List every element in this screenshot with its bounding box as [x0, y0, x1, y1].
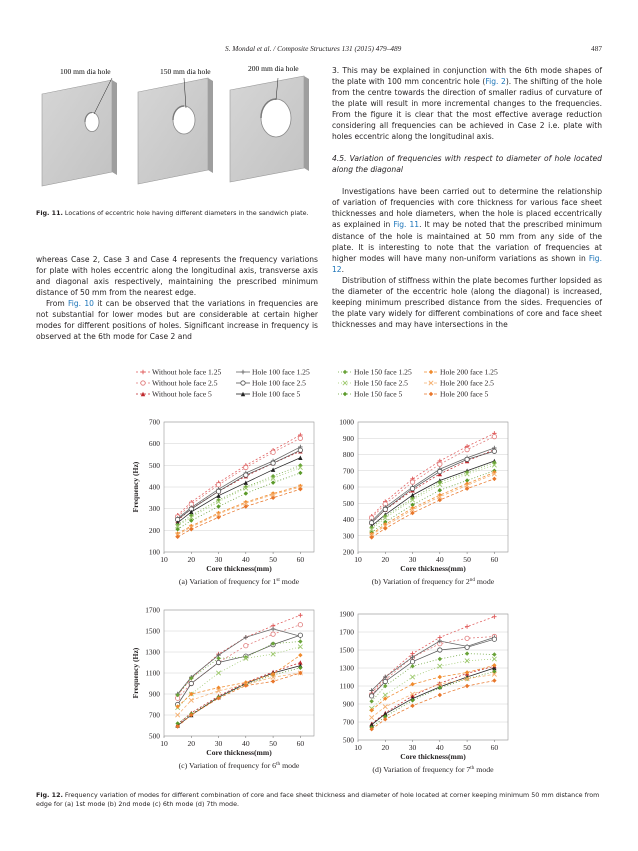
- data-point: [438, 657, 442, 661]
- y-tick-label: 1700: [145, 605, 160, 615]
- legend-marker-hole-150-face-5: [343, 392, 347, 396]
- series-line-hole-200-face-1-25: [372, 665, 495, 710]
- fig11-caption-label: Fig. 11.: [36, 210, 63, 217]
- data-point: [410, 480, 414, 484]
- y-tick-label: 900: [148, 689, 160, 699]
- y-tick-label: 700: [342, 466, 354, 476]
- x-tick-label: 60: [490, 743, 499, 752]
- data-point: [189, 676, 193, 680]
- right-paragraph-3: Distribution of stiffness within the plate becomes further lopsided as the diameter of the eccentric hole (along the diagonal) is increased, keeping minimum prescribed distance from the sides. Frequencies of the plate vary widely for different combinations of core and face sheet thicknesses and may have intersections in the: [332, 275, 602, 329]
- data-point: [298, 613, 302, 617]
- x-axis-label: Core thickness(mm): [206, 748, 272, 757]
- running-title: S. Mondal et al. / Composite Structures 131 (2015) 479–489: [225, 44, 402, 53]
- data-point: [244, 465, 248, 469]
- data-point: [410, 704, 414, 708]
- data-point: [383, 526, 387, 530]
- data-point: [492, 657, 496, 661]
- right-p1-a: 3. This may be explained in conjunction with the 6th mode shapes of the plate with 100 mm concentric hole (: [332, 66, 602, 87]
- x-tick-label: 60: [490, 555, 499, 564]
- data-point: [271, 627, 275, 631]
- series-line-hole-100-face-1-25: [178, 447, 301, 519]
- y-tick-label: 1900: [339, 609, 354, 619]
- y-tick-label: 900: [342, 699, 354, 709]
- series-line-hole-200-face-5: [372, 479, 495, 538]
- y-axis-label: Frequency (Hz): [131, 461, 140, 513]
- data-point: [216, 483, 220, 487]
- fig12-figure: [118, 364, 518, 784]
- series-line-without-hole-face-5: [372, 450, 495, 523]
- y-tick-label: 800: [342, 450, 354, 459]
- x-tick-label: 20: [187, 739, 196, 748]
- y-tick-label: 500: [342, 498, 354, 508]
- data-point: [271, 679, 275, 683]
- legend-marker-hole-200-face-5: [429, 392, 433, 396]
- series-line-without-hole-face-1-25: [178, 615, 301, 695]
- series-line-without-hole-face-5: [372, 666, 495, 724]
- series-without-hole-face-5: [369, 447, 496, 525]
- x-axis-label: Core thickness(mm): [400, 752, 466, 761]
- series-line-hole-150-face-1-25: [372, 463, 495, 528]
- data-point: [298, 471, 302, 475]
- legend-label-hole-100-face-1-25: Hole 100 face 1.25: [252, 367, 310, 377]
- data-point: [216, 493, 220, 497]
- series-hole-150-face-2-5: [175, 645, 302, 710]
- series-line-hole-150-face-2-5: [372, 659, 495, 709]
- series-hole-200-face-2-5: [175, 485, 302, 537]
- data-point: [216, 489, 220, 493]
- series-line-hole-150-face-5: [372, 672, 495, 728]
- data-point: [216, 660, 220, 664]
- left-column-text: [36, 254, 318, 342]
- y-tick-label: 100: [148, 547, 160, 557]
- series-line-hole-150-face-1-25: [372, 654, 495, 702]
- data-point: [175, 535, 179, 539]
- subcaption-sup: st: [276, 577, 280, 583]
- x-tick-label: 30: [408, 555, 417, 564]
- series-hole-100-face-5: [175, 456, 302, 525]
- data-point: [492, 615, 496, 619]
- y-tick-label: 1300: [339, 663, 354, 673]
- chart-subcaption: [179, 577, 300, 586]
- data-point: [465, 447, 469, 451]
- fig11-label-200: 200 mm dia hole: [248, 64, 299, 73]
- y-tick-label: 600: [342, 482, 354, 492]
- right-paragraph-1: [332, 65, 602, 142]
- data-point: [298, 436, 302, 440]
- legend-marker-hole-150-face-1-25: [343, 370, 347, 374]
- y-tick-label: 700: [148, 710, 160, 720]
- data-point: [438, 462, 442, 466]
- data-point: [410, 486, 414, 490]
- data-point: [438, 480, 442, 484]
- data-point: [298, 633, 302, 637]
- data-point: [438, 469, 442, 473]
- data-point: [271, 480, 275, 484]
- data-point: [189, 698, 193, 702]
- data-point: [298, 456, 302, 460]
- y-tick-label: 500: [342, 735, 354, 745]
- data-point: [465, 651, 469, 655]
- right-p2-c: .: [341, 264, 345, 274]
- x-tick-label: 20: [381, 743, 390, 752]
- plate-100mm-hole: [42, 80, 117, 186]
- data-point: [410, 675, 414, 679]
- left-p2-b: it can be observed that the variations in frequencies are not substantial for lower modes but are considerable at certain higher modes for different positions of holes. Significant increase in frequency is observed at the 6th mode for Case 2 and: [36, 299, 318, 342]
- series-line-hole-100-face-1-25: [178, 629, 301, 694]
- fig12-caption-label: Fig. 12.: [36, 792, 63, 799]
- subcaption-post: mode: [279, 577, 300, 586]
- data-point: [271, 632, 275, 636]
- y-tick-label: 1300: [145, 647, 160, 657]
- data-point: [465, 670, 469, 674]
- series-without-hole-face-2-5: [369, 634, 496, 697]
- y-tick-label: 300: [342, 531, 354, 541]
- fig12-legend: [136, 368, 498, 399]
- data-point: [298, 639, 302, 643]
- subcaption-sup: nd: [469, 577, 475, 583]
- data-point: [410, 664, 414, 668]
- legend-marker-hole-100-face-1-25: [241, 370, 245, 374]
- y-tick-label: 1500: [339, 645, 354, 655]
- right-p1-b: ). The shifting of the hole from the centre towards the direction of smaller radius of curvature of the plate will result in more incremental changes to the frequencies. From the figure it is clear that the most effective average reduction considering all frequencies can be achieved in Case 2 i.e. plate with holes eccentric along the longitudinal axis.: [332, 77, 602, 142]
- x-axis-label: Core thickness(mm): [400, 564, 466, 573]
- legend-marker-hole-150-face-2-5: [343, 381, 347, 385]
- fig11-label-100: 100 mm dia hole: [60, 67, 111, 76]
- data-point: [298, 645, 302, 649]
- subcaption-pre: (c) Variation of frequency for 6: [178, 761, 277, 770]
- x-tick-label: 60: [296, 739, 305, 748]
- legend-label-without-hole-face-5: Without hole face 5: [152, 389, 212, 399]
- data-point: [244, 473, 248, 477]
- chart-panel-1: [131, 418, 314, 587]
- series-hole-100-face-2-5: [175, 448, 302, 522]
- chart-subcaption: [372, 577, 495, 586]
- y-tick-label: 700: [342, 717, 354, 727]
- y-tick-label: 400: [342, 515, 354, 524]
- data-point: [189, 527, 193, 531]
- data-point: [465, 659, 469, 663]
- legend-label-hole-150-face-2-5: Hole 150 face 2.5: [354, 378, 408, 388]
- legend-label-hole-200-face-5: Hole 200 face 5: [440, 389, 489, 399]
- y-tick-label: 600: [148, 439, 160, 449]
- fig12-caption-text: Frequency variation of modes for different combination of core and face sheet thickness and diameter of hole located at corner keeping minimum 50 mm distance from edge for (a) 1st mode (b) 2nd mode (c) 6th mode (d) 7th mode.: [36, 792, 600, 808]
- series-hole-100-face-2-5: [369, 637, 496, 698]
- subcaption-pre: (b) Variation of frequency for 2: [371, 577, 470, 586]
- left-paragraph-2: [36, 298, 318, 342]
- x-tick-label: 60: [296, 555, 305, 564]
- series-line-hole-200-face-5: [178, 673, 301, 727]
- x-tick-label: 40: [242, 555, 250, 564]
- y-tick-label: 200: [148, 525, 160, 535]
- subcaption-pre: (a) Variation of frequency for 1: [178, 577, 277, 586]
- left-p2-a: From: [46, 299, 68, 309]
- fig12-caption: [36, 792, 602, 809]
- plot-area: [358, 614, 508, 740]
- right-p2-a: Investigations have been carried out to determine the relationship of variation of frequencies with core thickness for various face sheet thicknesses and hole diameters, when the hole is placed eccentrically as explained in: [332, 187, 602, 230]
- y-tick-label: 1100: [339, 681, 354, 691]
- data-point: [383, 705, 387, 709]
- x-tick-label: 40: [242, 739, 250, 748]
- x-tick-label: 20: [187, 555, 196, 564]
- x-tick-label: 50: [463, 555, 471, 564]
- legend-marker-hole-200-face-1-25: [429, 370, 433, 374]
- legend-label-hole-200-face-2-5: Hole 200 face 2.5: [440, 378, 494, 388]
- data-point: [298, 653, 302, 657]
- data-point: [438, 488, 442, 492]
- data-point: [492, 678, 496, 682]
- x-tick-label: 30: [214, 555, 223, 564]
- subcaption-post: mode: [474, 765, 494, 774]
- data-point: [492, 434, 496, 438]
- subcaption-post: mode: [474, 577, 495, 586]
- data-point: [465, 636, 469, 640]
- x-tick-label: 50: [269, 555, 277, 564]
- data-point: [438, 664, 442, 668]
- data-point: [271, 450, 275, 454]
- series-hole-200-face-5: [175, 671, 302, 729]
- data-point: [410, 660, 414, 664]
- data-point: [298, 623, 302, 627]
- data-point: [492, 663, 496, 667]
- series-line-without-hole-face-1-25: [372, 617, 495, 694]
- x-tick-label: 10: [160, 739, 168, 748]
- y-axis-label: Frequency (Hz): [131, 647, 140, 699]
- fig11-caption: [36, 210, 318, 219]
- fig2-link[interactable]: Fig. 2: [485, 77, 506, 87]
- data-point: [492, 449, 496, 453]
- fig10-link[interactable]: Fig. 10: [67, 299, 94, 309]
- series-hole-150-face-5: [369, 469, 496, 535]
- series-line-hole-100-face-1-25: [372, 637, 495, 690]
- data-point: [244, 480, 248, 484]
- data-point: [271, 652, 275, 656]
- legend-marker-hole-100-face-2-5: [241, 381, 245, 385]
- data-point: [410, 682, 414, 686]
- data-point: [465, 645, 469, 649]
- x-tick-label: 50: [463, 743, 471, 752]
- data-point: [410, 698, 414, 702]
- data-point: [465, 624, 469, 628]
- subcaption-pre: (d) Variation of frequency for 7: [372, 765, 471, 774]
- subcaption-sup: th: [276, 761, 281, 767]
- y-tick-label: 900: [342, 433, 354, 443]
- series-without-hole-face-1-25: [175, 613, 302, 697]
- data-point: [492, 477, 496, 481]
- chart-subcaption: [372, 765, 494, 774]
- series-line-hole-200-face-1-25: [178, 486, 301, 534]
- data-point: [492, 637, 496, 641]
- legend-marker-without-hole-face-2-5: [141, 381, 145, 385]
- plate-200mm-hole: [230, 76, 309, 182]
- y-tick-label: 1100: [145, 668, 160, 678]
- x-tick-label: 50: [269, 739, 277, 748]
- legend-label-hole-100-face-5: Hole 100 face 5: [252, 389, 301, 399]
- subcaption-sup: th: [470, 765, 475, 771]
- page-number: 487: [591, 44, 602, 53]
- series-hole-200-face-5: [175, 487, 302, 539]
- data-point: [271, 467, 275, 471]
- x-tick-label: 40: [436, 555, 444, 564]
- series-line-hole-100-face-2-5: [372, 639, 495, 696]
- y-tick-label: 1000: [339, 417, 354, 427]
- y-tick-label: 300: [148, 504, 160, 514]
- data-point: [216, 504, 220, 508]
- data-point: [369, 694, 373, 698]
- data-point: [438, 693, 442, 697]
- series-line-without-hole-face-1-25: [178, 435, 301, 515]
- data-point: [383, 679, 387, 683]
- legend-label-hole-200-face-1-25: Hole 200 face 1.25: [440, 367, 498, 377]
- data-point: [383, 507, 387, 511]
- x-tick-label: 10: [354, 555, 362, 564]
- subcaption-post: mode: [280, 761, 300, 770]
- y-tick-label: 1700: [339, 627, 354, 637]
- chart-panel-2: [339, 418, 508, 587]
- right-paragraph-2: [332, 186, 602, 274]
- fig12-link[interactable]: Fig. 12: [332, 253, 602, 274]
- y-tick-label: 200: [342, 547, 354, 557]
- legend-label-hole-150-face-1-25: Hole 150 face 1.25: [354, 367, 412, 377]
- y-tick-label: 1500: [145, 626, 160, 636]
- y-tick-label: 700: [148, 417, 160, 427]
- data-point: [465, 457, 469, 461]
- data-point: [298, 448, 302, 452]
- series-hole-200-face-5: [369, 477, 496, 540]
- data-point: [465, 684, 469, 688]
- data-point: [492, 652, 496, 656]
- left-paragraph-1: whereas Case 2, Case 3 and Case 4 represents the frequency variations for plate with holes eccentric along the longitudinal axis, transverse axis and diagonal axis respectively, maintaining the prescribed minimum distance of 50 mm from the nearest edge.: [36, 255, 318, 298]
- legend-label-hole-100-face-2-5: Hole 100 face 2.5: [252, 378, 306, 388]
- data-point: [244, 635, 248, 639]
- right-p2-b: . It may be noted that the prescribed minimum distance of the hole is maintained at 50 mm from any side of the plate. It is interesting to note that the variation of frequencies at higher modes will have many non-uniform variations as shown in: [332, 220, 602, 263]
- data-point: [271, 461, 275, 465]
- legend-label-without-hole-face-1-25: Without hole face 1.25: [152, 367, 222, 377]
- data-point: [438, 648, 442, 652]
- data-point: [189, 681, 193, 685]
- legend-label-without-hole-face-2-5: Without hole face 2.5: [152, 378, 218, 388]
- y-tick-label: 400: [148, 482, 160, 492]
- series-hole-150-face-1-25: [175, 463, 302, 527]
- fig11-label-150: 150 mm dia hole: [160, 67, 211, 76]
- chart-panel-3: [131, 606, 314, 771]
- legend-label-hole-150-face-5: Hole 150 face 5: [354, 389, 403, 399]
- x-tick-label: 10: [354, 743, 362, 752]
- x-tick-label: 30: [214, 739, 223, 748]
- section-heading: 4.5. Variation of frequencies with respect to diameter of hole located along the diagonal: [332, 154, 602, 175]
- data-point: [369, 715, 373, 719]
- x-axis-label: Core thickness(mm): [206, 564, 272, 573]
- x-tick-label: 40: [436, 743, 444, 752]
- data-point: [244, 644, 248, 648]
- data-point: [492, 460, 496, 464]
- fig11-illustration: [40, 64, 318, 188]
- fig11-caption-text: Locations of eccentric hole having different diameters in the sandwich plate.: [62, 210, 309, 217]
- chart-subcaption: [179, 761, 300, 770]
- x-tick-label: 10: [160, 555, 168, 564]
- data-point: [369, 699, 373, 703]
- x-tick-label: 20: [381, 555, 390, 564]
- y-tick-label: 500: [148, 731, 160, 741]
- chart-panel-4: [339, 610, 508, 775]
- x-tick-label: 30: [408, 743, 417, 752]
- data-point: [438, 675, 442, 679]
- data-point: [244, 491, 248, 495]
- plate-150mm-hole: [138, 78, 213, 184]
- fig11-link[interactable]: Fig. 11: [393, 220, 420, 230]
- y-tick-label: 500: [148, 460, 160, 470]
- right-column-text: [332, 65, 602, 330]
- legend-marker-without-hole-face-1-25: [141, 370, 145, 374]
